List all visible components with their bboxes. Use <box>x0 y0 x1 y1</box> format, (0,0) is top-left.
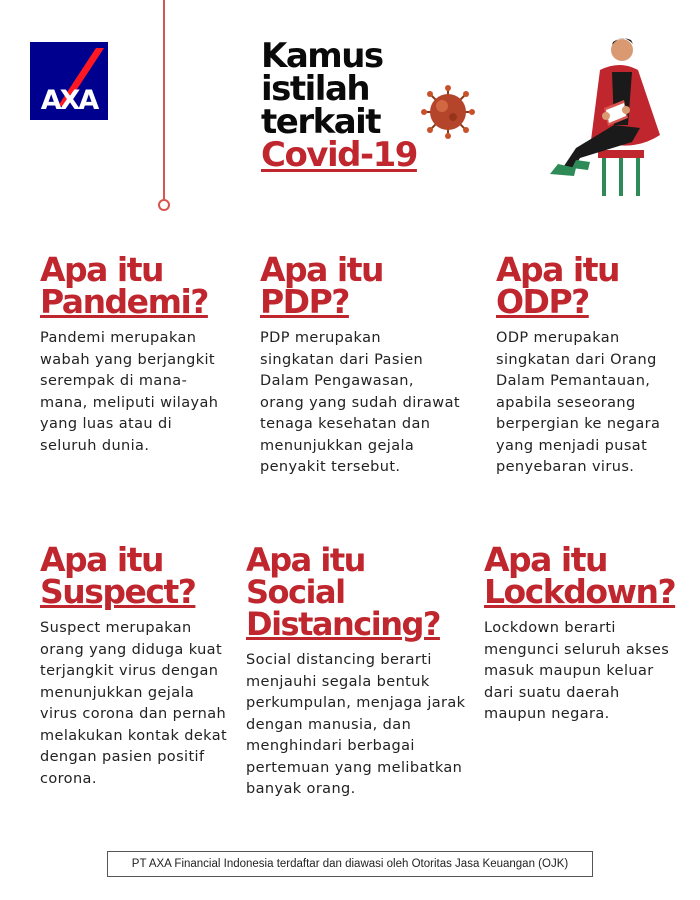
card-heading <box>40 250 230 321</box>
card-pandemi <box>40 250 230 457</box>
coronavirus-icon <box>420 84 476 140</box>
card-odp <box>496 250 676 479</box>
card-pdp <box>260 250 460 479</box>
title-line-2: istilah <box>261 69 370 109</box>
card-heading-term: Pandemi? <box>40 282 208 321</box>
decorative-circle <box>158 199 170 211</box>
card-heading-prefix: Apa itu <box>260 250 383 289</box>
card-body: ODP merupakan singkatan dari Orang Dalam Pemantauan, apabila seseorang berpergian ke negara yang menjadi pusat penyebaran virus. <box>496 330 661 475</box>
axa-logo <box>30 42 108 120</box>
card-heading-prefix: Apa itu Social <box>246 541 365 611</box>
card-body: Suspect merupakan orang yang diduga kuat terjangkit virus dengan menunjukkan gejala virus corona dan pernah melakukan kontak dekat dengan pasien positif corona. <box>40 620 228 787</box>
card-heading <box>246 541 471 643</box>
card-body: Social distancing berarti menjauhi segala bentuk perkumpulan, menjaga jarak dengan manusia, dan menghindari berbagai pertemuan yang melibatkan banyak orang. <box>246 652 466 797</box>
axa-logo-text: AXA <box>40 85 98 116</box>
card-heading <box>40 540 230 611</box>
page-title <box>261 36 417 175</box>
card-heading-term: ODP? <box>496 282 589 321</box>
card-heading-term: Distancing? <box>246 605 440 643</box>
card-body: Pandemi merupakan wabah yang berjangkit serempak di mana-mana, meliputi wilayah yang luas atau di seluruh dunia. <box>40 330 219 454</box>
card-heading-term: Lockdown? <box>484 572 676 611</box>
title-highlight: Covid-19 <box>261 135 417 175</box>
card-heading-prefix: Apa itu <box>40 540 163 579</box>
card-heading <box>484 540 684 611</box>
decorative-vertical-line <box>163 0 165 200</box>
card-body: Lockdown berarti mengunci seluruh akses masuk maupun keluar dari suatu daerah maupun negara. <box>484 620 670 722</box>
card-suspect <box>40 540 230 790</box>
person-reading-illustration <box>520 30 670 200</box>
card-body: PDP merupakan singkatan dari Pasien Dalam Pengawasan, orang yang sudah dirawat tenaga kesehatan dan menunjukkan gejala penyakit tersebut. <box>260 330 460 475</box>
card-heading-term: Suspect? <box>40 572 196 611</box>
card-heading-prefix: Apa itu <box>40 250 163 289</box>
card-heading <box>496 250 676 321</box>
card-social-distancing <box>246 541 471 801</box>
card-heading-term: PDP? <box>260 282 349 321</box>
title-line-3: terkait <box>261 102 381 142</box>
card-heading-prefix: Apa itu <box>496 250 619 289</box>
card-lockdown <box>484 540 684 726</box>
footer-disclaimer: PT AXA Financial Indonesia terdaftar dan diawasi oleh Otoritas Jasa Keuangan (OJK) <box>107 851 593 877</box>
card-heading-prefix: Apa itu <box>484 540 607 579</box>
card-heading <box>260 250 460 321</box>
title-line-1: Kamus <box>261 36 383 76</box>
